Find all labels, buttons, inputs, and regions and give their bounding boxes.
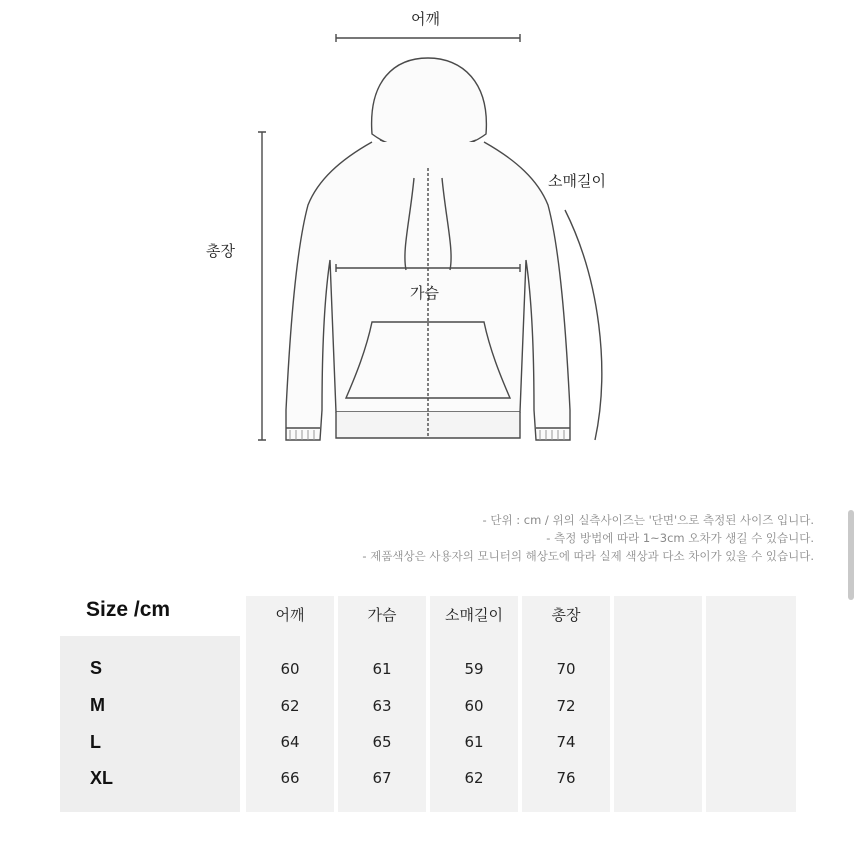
cell-sleeve: 62 xyxy=(464,769,484,787)
size-table-title: Size /cm xyxy=(86,598,171,621)
length-measure-line xyxy=(258,132,266,440)
length-label: 총장 xyxy=(206,242,235,260)
cell-length: 72 xyxy=(556,697,576,715)
note-line: - 측정 방법에 따라 1~3cm 오차가 생길 수 있습니다. xyxy=(546,531,814,545)
header-sleeve: 소매길이 xyxy=(445,606,503,624)
size-label-s: S xyxy=(90,658,103,678)
cell-length: 76 xyxy=(556,769,576,787)
size-label-xl: XL xyxy=(90,768,114,788)
measurement-notes xyxy=(362,511,814,565)
header-length: 총장 xyxy=(551,606,581,624)
sleeve-measure-line xyxy=(565,210,602,440)
size-label-l: L xyxy=(90,732,101,752)
shoulder-measure-line xyxy=(336,34,520,42)
chest-label: 가슴 xyxy=(410,284,439,302)
note-line: - 제품색상은 사용자의 모니터의 해상도에 따라 실제 색상과 다소 차이가 있을 수 있습니다. xyxy=(362,549,814,563)
cell-chest: 63 xyxy=(372,697,392,715)
cell-chest: 61 xyxy=(372,660,392,678)
cell-shoulder: 60 xyxy=(280,660,300,678)
size-column-background xyxy=(60,636,240,812)
note-line: - 단위 : cm / 위의 실측사이즈는 '단면'으로 측정된 사이즈 입니다. xyxy=(482,513,814,527)
column-background xyxy=(706,596,796,812)
header-chest: 가슴 xyxy=(367,606,397,624)
cell-chest: 67 xyxy=(372,769,392,787)
shoulder-label: 어깨 xyxy=(411,10,440,28)
sleeve-label: 소매길이 xyxy=(548,172,606,190)
cell-chest: 65 xyxy=(372,733,392,751)
cell-sleeve: 60 xyxy=(464,697,484,715)
cell-sleeve: 59 xyxy=(464,660,484,678)
column-background xyxy=(614,596,702,812)
cell-shoulder: 62 xyxy=(280,697,300,715)
size-label-m: M xyxy=(90,695,105,715)
cell-sleeve: 61 xyxy=(464,733,484,751)
cell-shoulder: 66 xyxy=(280,769,300,787)
scrollbar-thumb[interactable] xyxy=(848,510,854,600)
cell-shoulder: 64 xyxy=(280,733,300,751)
header-shoulder: 어깨 xyxy=(275,606,305,624)
cell-length: 74 xyxy=(556,733,576,751)
cell-length: 70 xyxy=(556,660,576,678)
